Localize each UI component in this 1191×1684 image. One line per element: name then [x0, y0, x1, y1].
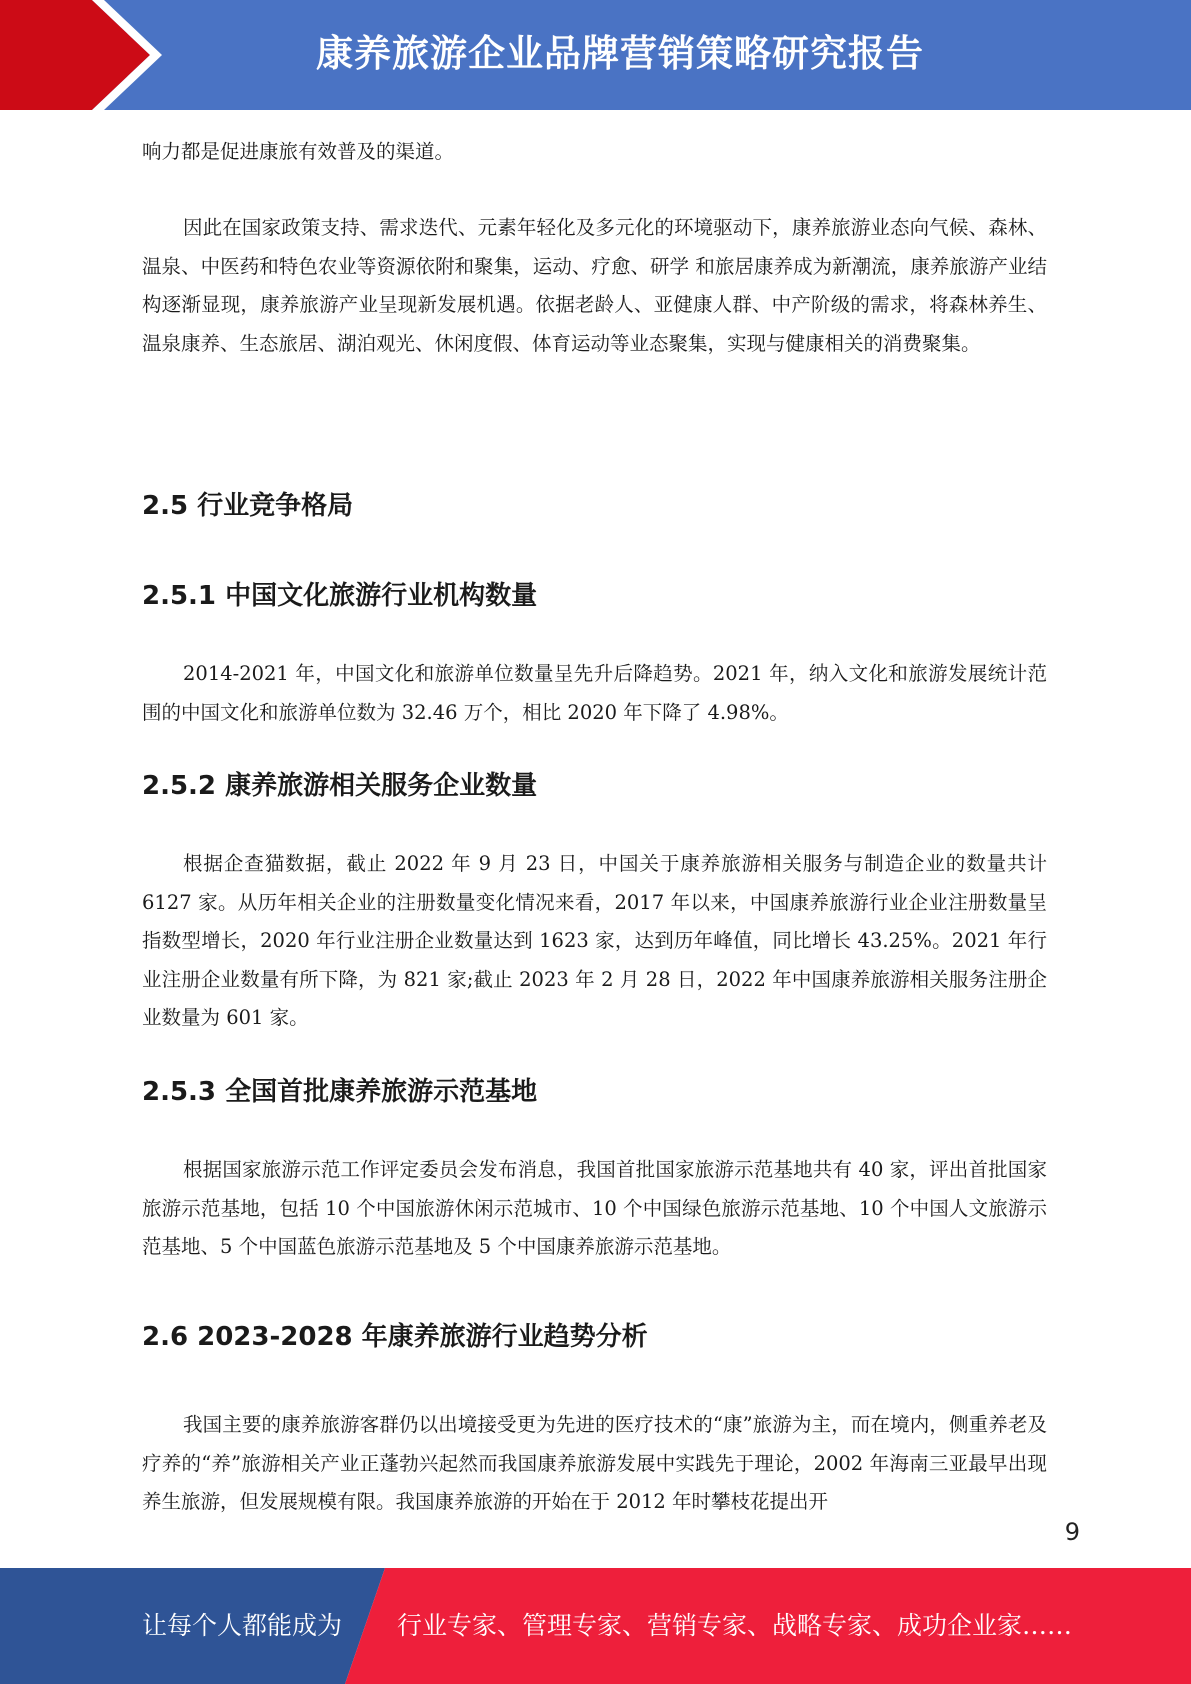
paragraph-continued: 响力都是促进康旅有效普及的渠道。: [142, 140, 455, 163]
page-header: [0, 0, 1191, 110]
section-heading-2-5-1: 2.5.1 中国文化旅游行业机构数量: [142, 581, 538, 611]
footer-slogan-right: 行业专家、管理专家、营销专家、战略专家、成功企业家……: [397, 1611, 1073, 1640]
report-title: 康养旅游企业品牌营销策略研究报告: [316, 32, 924, 75]
section-heading-2-6: 2.6 2023-2028 年康养旅游行业趋势分析: [142, 1322, 648, 1352]
paragraph-2-6: 我国主要的康养旅游客群仍以出境接受更为先进的医疗技术的“康”旅游为主，而在境内，侧重养老及疗养的“养”旅游相关产业正蓬勃兴起然而我国康养旅游发展中实践先于理论，2002 年海南三亚最早出现养生旅游，但发展规模有限。我国康养旅游的开始在于 2012 年时攀枝花提出开: [142, 1413, 1047, 1513]
chevron-red-shape: [0, 0, 150, 110]
page-footer: [0, 1568, 1191, 1684]
footer-slogan-left: 让每个人都能成为: [142, 1611, 343, 1640]
paragraph-2-5-3: 根据国家旅游示范工作评定委员会发布消息，我国首批国家旅游示范基地共有 40 家，评出首批国家旅游示范基地，包括 10 个中国旅游休闲示范城市、10 个中国绿色旅游示范基地、10 个中国人文旅游示范基地、5 个中国蓝色旅游示范基地及 5 个中国康养旅游示范基地。: [142, 1158, 1047, 1258]
page-number: 9: [1064, 1518, 1080, 1546]
paragraph-2-5-2: 根据企查猫数据，截止 2022 年 9 月 23 日，中国关于康养旅游相关服务与制造企业的数量共计 6127 家。从历年相关企业的注册数量变化情况来看，2017 年以来，中国康养旅游行业企业注册数量呈指数型增长，2020 年行业注册企业数量达到 1623 家，达到历年峰值，同比增长 43.25%。2021 年行业注册企业数量有所下降，为 821 家;截止 2023 年 2 月 28 日，2022 年中国康养旅游相关服务注册企业数量为 601 家。: [142, 852, 1047, 1029]
section-heading-2-5-3: 2.5.3 全国首批康养旅游示范基地: [142, 1077, 538, 1107]
paragraph-policy: 因此在国家政策支持、需求迭代、元素年轻化及多元化的环境驱动下，康养旅游业态向气候、森林、温泉、中医药和特色农业等资源依附和聚集，运动、疗愈、研学 和旅居康养成为新潮流，康养旅游产业结构逐渐显现，康养旅游产业呈现新发展机遇。依据老龄人、亚健康人群、中产阶级的需求，将森林养生、温泉康养、生态旅居、湖泊观光、休闲度假、体育运动等业态聚集，实现与健康相关的消费聚集。: [142, 216, 1047, 355]
section-heading-2-5-2: 2.5.2 康养旅游相关服务企业数量: [142, 771, 538, 801]
header-chevron-decoration: [0, 0, 170, 110]
paragraph-2-5-1: 2014-2021 年，中国文化和旅游单位数量呈先升后降趋势。2021 年，纳入文化和旅游发展统计范围的中国文化和旅游单位数为 32.46 万个，相比 2020 年下降了 4.98%。: [142, 662, 1047, 724]
section-heading-2-5: 2.5 行业竞争格局: [142, 491, 354, 521]
